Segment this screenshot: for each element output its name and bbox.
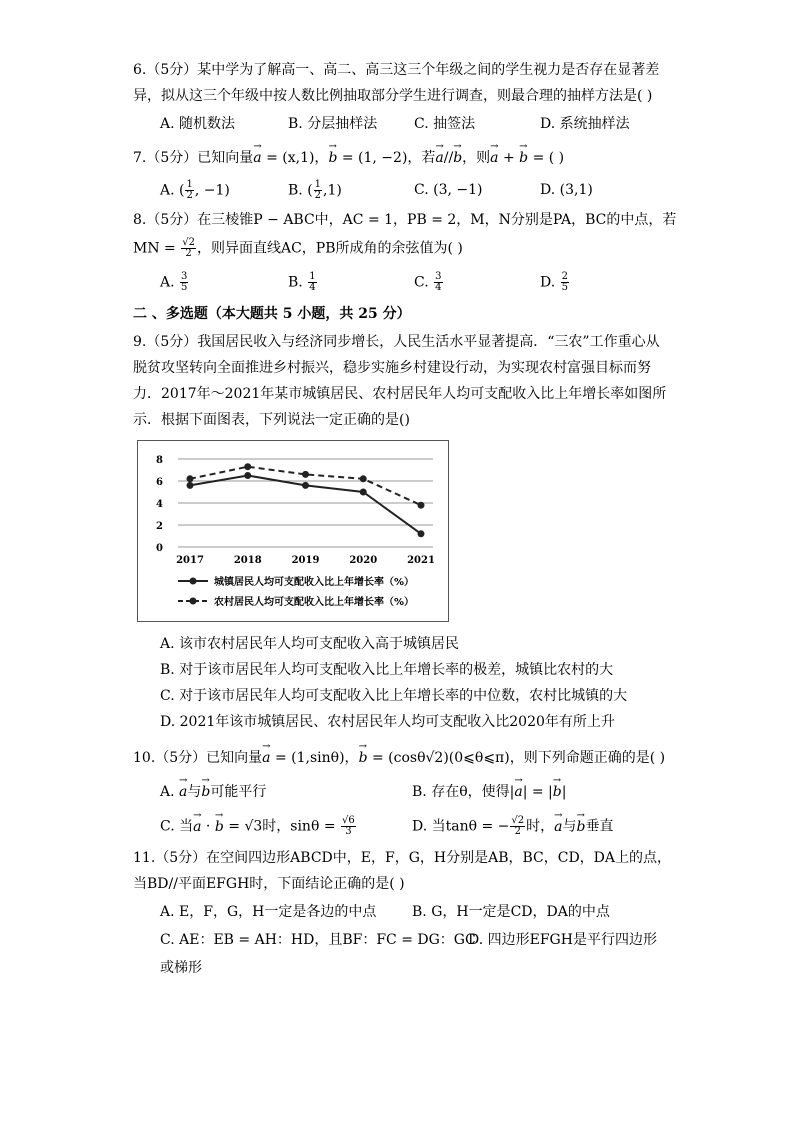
q9-line1: 9.（5分）我国居民收入与经济同步增长，人民生活水平显著提高．“三农”工作重心从 bbox=[133, 334, 660, 350]
q8-option-b bbox=[288, 272, 318, 293]
frac-num: √6 bbox=[342, 815, 355, 826]
legend-label: 农村居民人均可支配收入比上年增长率（%） bbox=[214, 597, 415, 608]
q8-option-d-label: D. bbox=[540, 274, 560, 291]
q11-option-d-cont: 或梯形 bbox=[160, 960, 202, 976]
fraction bbox=[185, 180, 193, 201]
q9-option-b: B. 对于该市居民年人均可支配收入比上年增长率的极差，城镇比农村的大 bbox=[160, 662, 614, 678]
x-tick-label: 2018 bbox=[233, 555, 262, 566]
q7-b-expr: = (1, −2)，若 bbox=[337, 150, 436, 166]
q7-stem bbox=[133, 148, 564, 168]
q8-option-b-label: B. bbox=[288, 274, 308, 291]
q7-then: ，则 bbox=[462, 150, 491, 166]
q10-a-expr: = (1,sinθ)， bbox=[270, 750, 359, 766]
frac-num: 3 bbox=[181, 271, 188, 282]
q8-line2 bbox=[133, 238, 463, 259]
vector-b: → b bbox=[453, 148, 462, 168]
data-point bbox=[244, 463, 251, 470]
vector-a: → a bbox=[193, 817, 201, 837]
q10-option-b-pre: B. 存在θ，使得| bbox=[412, 784, 515, 800]
vector-b: → b bbox=[519, 148, 528, 168]
frac-den: 3 bbox=[345, 826, 352, 837]
x-tick-label: 2020 bbox=[349, 555, 378, 566]
frac-num: 1 bbox=[314, 179, 322, 190]
frac-den: 5 bbox=[561, 282, 569, 293]
vector-b: → b bbox=[215, 817, 224, 837]
frac-den: 4 bbox=[309, 282, 316, 293]
q8-line1: 8.（5分）在三棱锥P − ABC中，AC = 1，PB = 2，M，N分别是PA，BC的中点，若 bbox=[133, 212, 677, 228]
fraction bbox=[180, 272, 188, 293]
vector-b: → b bbox=[328, 148, 337, 168]
frac-den: 2 bbox=[185, 248, 192, 259]
q11-line2: 当BD//平面EFGH时，下面结论正确的是( ) bbox=[133, 876, 405, 892]
q10-option-a-label: A. bbox=[160, 784, 180, 800]
frac-den: 4 bbox=[435, 282, 442, 293]
q11-option-d: D. 四边形EFGH是平行四边形 bbox=[468, 932, 657, 948]
q9-line2: 脱贫攻坚转向全面推进乡村振兴，稳步实施乡村建设行动，为实现农村富强目标而努 bbox=[133, 360, 651, 376]
q7-option-a bbox=[160, 180, 230, 201]
q8-option-a bbox=[160, 272, 189, 293]
frac-den: 2 bbox=[314, 190, 322, 201]
q9-option-a: A. 该市农村居民年人均可支配收入高于城镇居民 bbox=[160, 636, 460, 652]
q10-option-c-pre: C. 当 bbox=[160, 818, 194, 835]
frac-den: 2 bbox=[514, 826, 521, 837]
frac-num: 1 bbox=[186, 179, 193, 190]
y-tick-label: 2 bbox=[156, 521, 163, 532]
y-tick-label: 4 bbox=[156, 499, 163, 510]
q10-option-b-end: | bbox=[561, 784, 567, 800]
q7-parallel: // bbox=[443, 150, 454, 166]
vector-b: → b bbox=[359, 748, 368, 768]
q10-option-d bbox=[412, 816, 613, 837]
y-tick-label: 0 bbox=[156, 543, 163, 554]
q9-option-d: D. 2021年该市城镇居民、农村居民年人均可支配收入比2020年有所上升 bbox=[160, 714, 615, 730]
vector-a: → a bbox=[490, 148, 498, 168]
q9-line4: 示．根据下面图表，下列说法一定正确的是() bbox=[133, 412, 410, 428]
data-point bbox=[360, 475, 367, 482]
q6-option-d: D. 系统抽样法 bbox=[540, 116, 630, 132]
q8-option-c bbox=[414, 272, 444, 293]
vector-b: → b bbox=[553, 782, 562, 802]
q7-end: = ( ) bbox=[528, 150, 565, 166]
q7-option-a-label: A. ( bbox=[160, 182, 185, 199]
q10-option-d-end: 垂直 bbox=[585, 818, 614, 835]
data-point bbox=[244, 472, 251, 479]
q10-stem bbox=[133, 748, 665, 768]
q11-option-b: B. G，H一定是CD，DA的中点 bbox=[412, 904, 610, 920]
q7-prefix: 7.（5分）已知向量 bbox=[133, 150, 254, 166]
vector-a: → a bbox=[514, 782, 522, 802]
vector-a: → a bbox=[262, 748, 270, 768]
q8-option-d bbox=[540, 272, 570, 293]
q10-option-b-mid: | = | bbox=[522, 784, 553, 800]
q9-line3: 力．2017年～2021年某市城镇居民、农村居民年人均可支配收入比上年增长率如图所 bbox=[133, 386, 667, 402]
q11-option-c: C. AE：EB = AH：HD，且BF：FC = DG：GC bbox=[160, 932, 476, 948]
q9-option-c: C. 对于该市居民年人均可支配收入比上年增长率的中位数，农村比城镇的大 bbox=[160, 688, 628, 704]
q6-line1: 6.（5分）某中学为了解高一、高二、高三这三个年级之间的学生视力是否存在显著差 bbox=[133, 62, 660, 78]
q10-option-a-tail: 可能平行 bbox=[210, 784, 267, 800]
data-point bbox=[302, 482, 309, 489]
q10-option-d-pre: D. 当tanθ = − bbox=[412, 818, 510, 835]
q11-option-a: A. E，F，G，H一定是各边的中点 bbox=[160, 904, 377, 920]
q10-option-b bbox=[412, 782, 566, 802]
q10-option-a-mid: 与 bbox=[187, 784, 202, 800]
frac-den: 5 bbox=[181, 282, 188, 293]
q6-option-c: C. 抽签法 bbox=[414, 116, 476, 132]
fraction bbox=[181, 238, 196, 259]
fraction bbox=[341, 816, 356, 837]
frac-num: √2 bbox=[182, 237, 195, 248]
q6-line2: 异，拟从这三个年级中按人数比例抽取部分学生进行调查，则最合理的抽样方法是( ) bbox=[133, 88, 653, 104]
x-tick-label: 2019 bbox=[291, 555, 320, 566]
vector-a: → a bbox=[435, 148, 443, 168]
data-point bbox=[418, 530, 425, 537]
vector-b: → b bbox=[577, 817, 586, 837]
q10-b-expr: = (cosθ√2)(0⩽θ⩽π)，则下列命题正确的是( ) bbox=[367, 750, 666, 766]
q10-option-c-mid: = √3时，sinθ = bbox=[223, 818, 341, 835]
q7-option-d: D. (3,1) bbox=[540, 182, 593, 198]
data-point bbox=[187, 482, 194, 489]
q7-option-b-tail: ,1) bbox=[323, 182, 342, 199]
q7-a-expr: = (x,1)， bbox=[261, 150, 329, 166]
fraction bbox=[510, 816, 525, 837]
q11-line1: 11.（5分）在空间四边形ABCD中，E，F，G，H分别是AB，BC，CD，DA上的点， bbox=[133, 850, 672, 866]
vector-b: → b bbox=[201, 782, 210, 802]
q10-option-c-dot: · bbox=[201, 818, 215, 835]
frac-num: 1 bbox=[309, 271, 316, 282]
q8-option-c-label: C. bbox=[414, 274, 434, 291]
frac-num: √2 bbox=[511, 815, 525, 826]
legend-swatch-point bbox=[190, 598, 197, 605]
y-tick-label: 8 bbox=[156, 455, 163, 466]
fraction bbox=[314, 180, 322, 201]
q7-option-a-tail: , −1) bbox=[194, 182, 230, 199]
q7-option-c: C. (3, −1) bbox=[414, 182, 483, 198]
vector-a: → a bbox=[554, 817, 562, 837]
x-tick-label: 2021 bbox=[407, 555, 435, 566]
frac-num: 3 bbox=[435, 271, 442, 282]
x-tick-label: 2017 bbox=[176, 555, 204, 566]
q10-option-c bbox=[160, 816, 357, 837]
y-tick-label: 6 bbox=[156, 477, 163, 488]
q7-option-b bbox=[288, 180, 342, 201]
data-point bbox=[187, 475, 194, 482]
frac-num: 2 bbox=[561, 271, 569, 282]
vector-a: → a bbox=[253, 148, 261, 168]
q8-line2-tail: ，则异面直线AC，PB所成角的余弦值为( ) bbox=[196, 240, 463, 257]
q6-option-a: A. 随机数法 bbox=[160, 116, 236, 132]
section-heading: 二 、多选题（本大题共 5 小题，共 25 分） bbox=[133, 306, 411, 322]
vector-a: → a bbox=[179, 782, 187, 802]
q7-option-b-label: B. ( bbox=[288, 182, 313, 199]
legend-label: 城镇居民人均可支配收入比上年增长率（%） bbox=[214, 577, 415, 588]
fraction bbox=[308, 272, 316, 293]
data-point bbox=[302, 471, 309, 478]
q6-option-b: B. 分层抽样法 bbox=[288, 116, 378, 132]
q10-prefix: 10.（5分）已知向量 bbox=[133, 750, 263, 766]
q10-option-d-mid: 时， bbox=[526, 818, 555, 835]
line-chart-svg bbox=[138, 441, 448, 621]
data-point bbox=[418, 502, 425, 509]
data-point bbox=[360, 489, 367, 496]
growth-rate-chart bbox=[137, 440, 449, 622]
q8-mn: MN = bbox=[133, 240, 181, 257]
fraction bbox=[561, 272, 569, 293]
q10-option-d-with: 与 bbox=[562, 818, 577, 835]
q7-plus: + bbox=[498, 150, 520, 166]
fraction bbox=[434, 272, 442, 293]
frac-den: 2 bbox=[186, 190, 193, 201]
legend-swatch-point bbox=[190, 578, 197, 585]
q8-option-a-label: A. bbox=[160, 274, 180, 291]
q10-option-a bbox=[160, 782, 266, 802]
